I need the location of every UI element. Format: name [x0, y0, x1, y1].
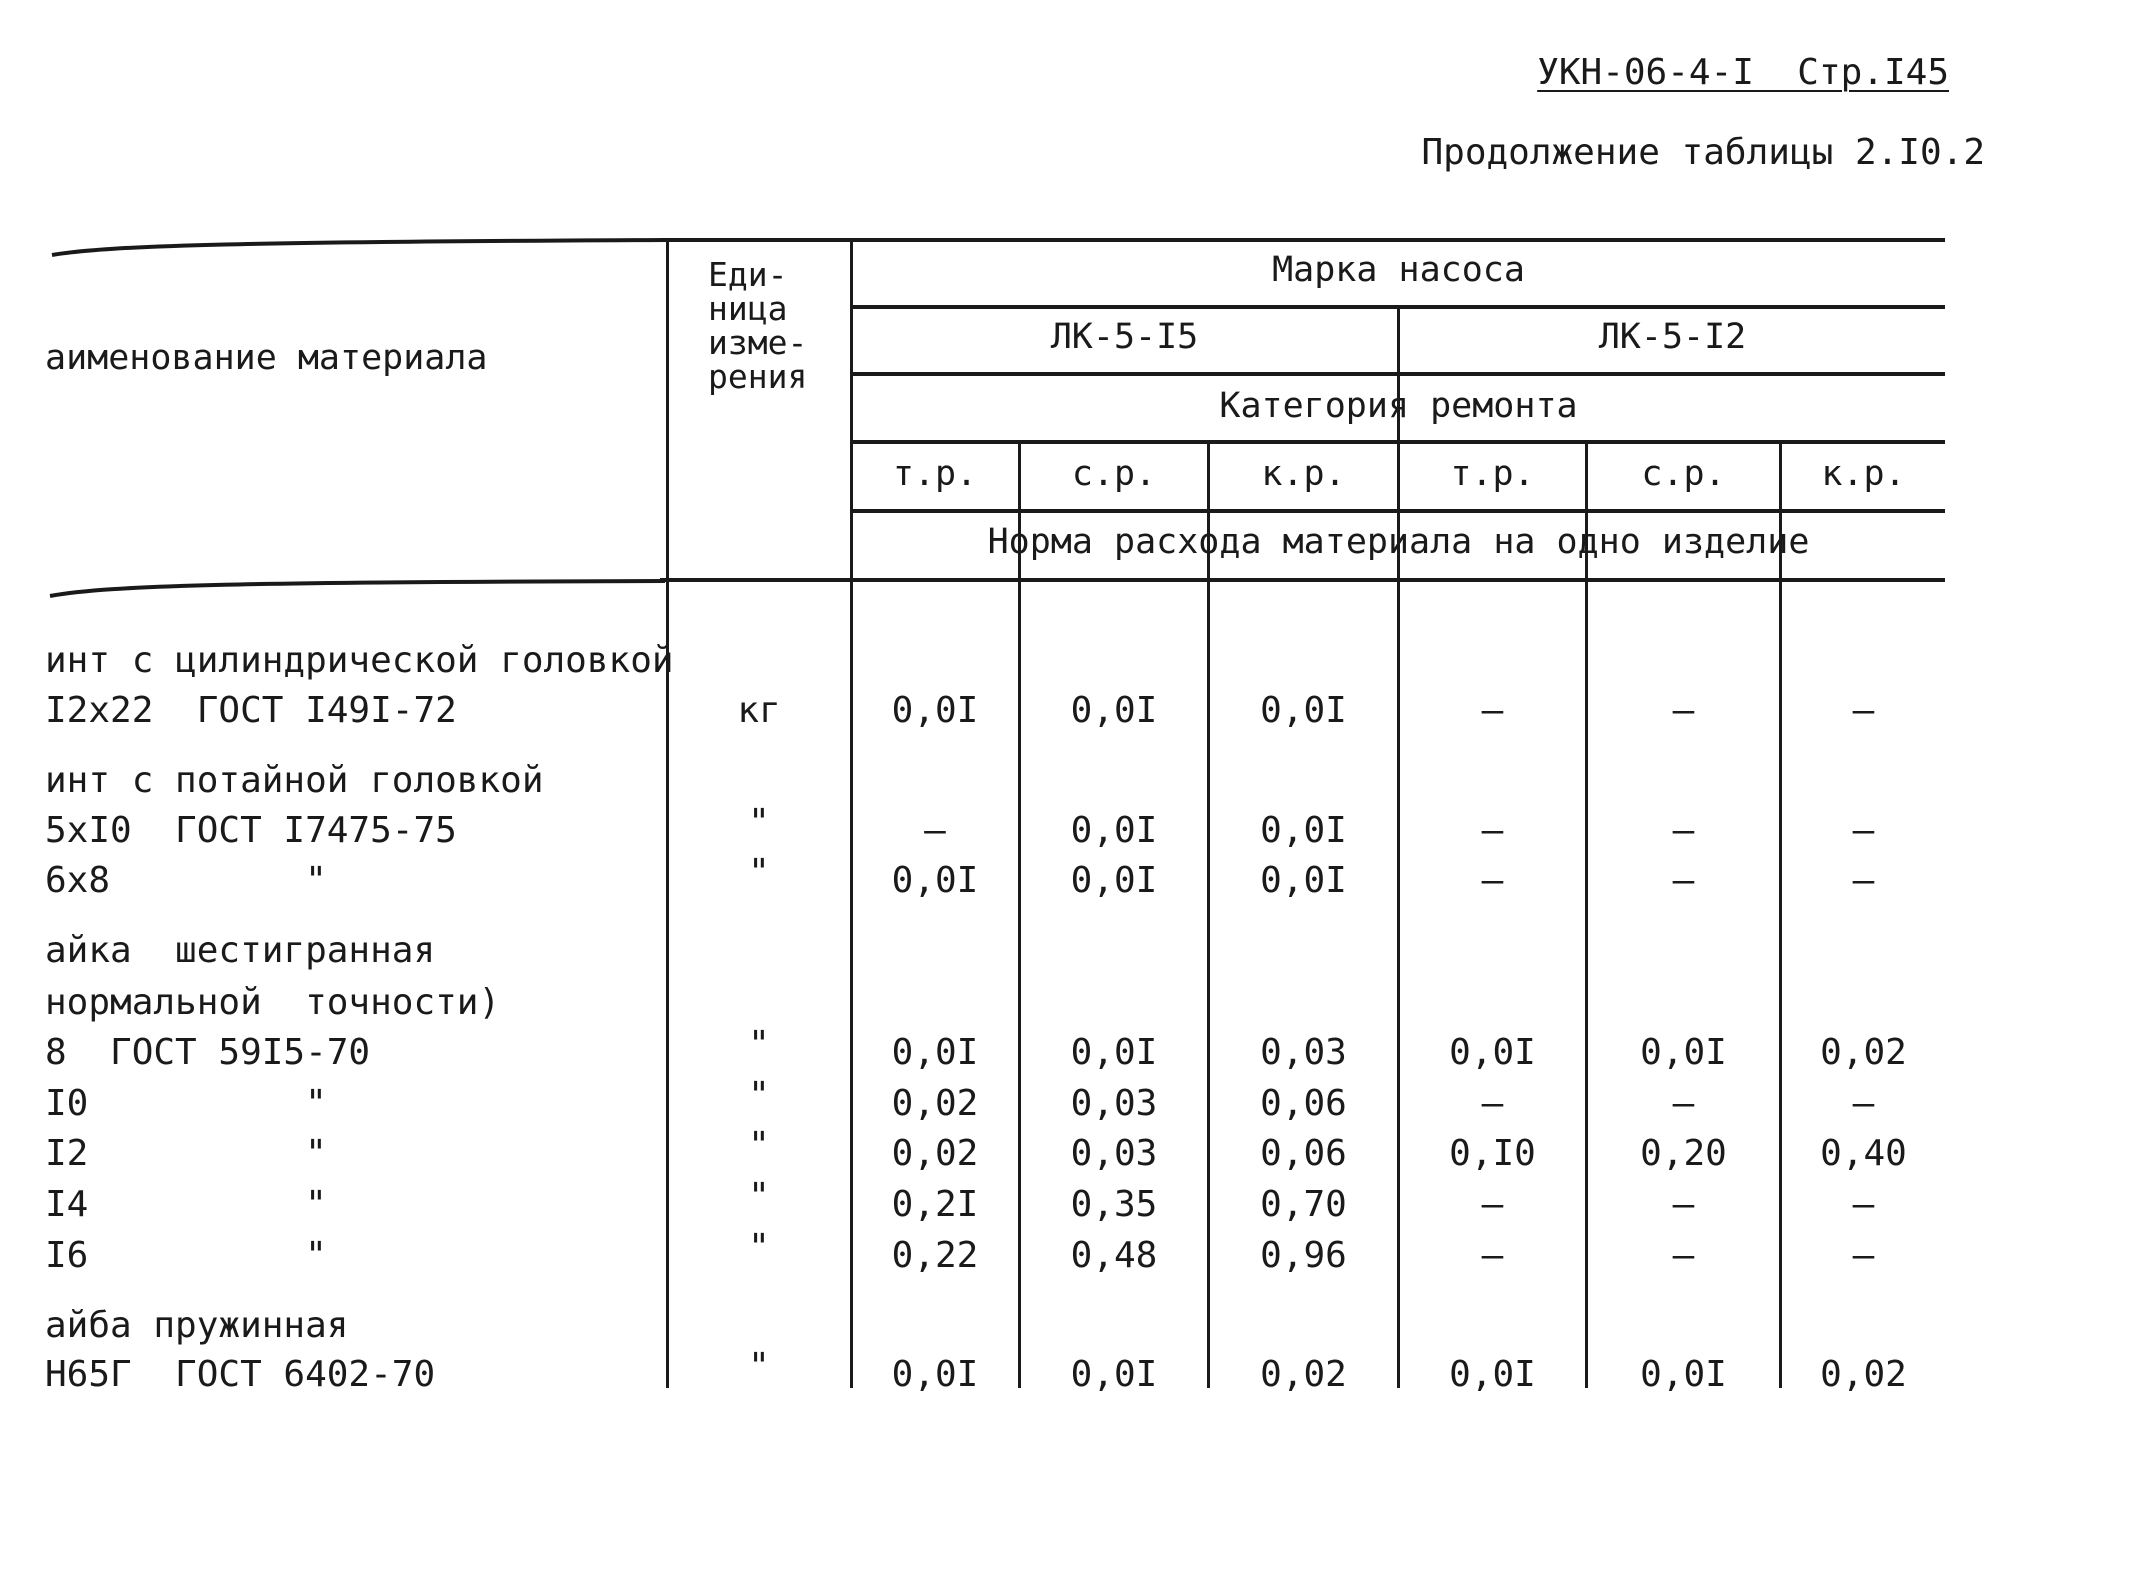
material-name-line: 5xI0 ГОСТ I7475-75 — [45, 810, 457, 851]
value-cell: – — [1481, 690, 1504, 731]
column-header-repair-category: Категория ремонта — [1219, 386, 1578, 426]
repair-category-0: т.р. — [892, 454, 978, 494]
column-header-material-name: аименование материала — [45, 338, 488, 378]
value-cell: 0,02 — [1820, 1354, 1907, 1395]
value-cell: – — [1672, 1083, 1695, 1124]
value-cell: – — [1852, 690, 1875, 731]
value-cell: 0,0I — [1260, 810, 1347, 851]
value-cell: – — [1852, 1235, 1875, 1276]
value-cell: 0,06 — [1260, 1083, 1347, 1124]
repair-category-4: с.р. — [1641, 454, 1726, 494]
value-cell: 0,48 — [1070, 1235, 1158, 1276]
material-name-line: I6 " — [45, 1235, 327, 1276]
value-cell: 0,96 — [1260, 1235, 1347, 1276]
value-cell: 0,22 — [891, 1235, 979, 1276]
unit-cell: " — [748, 1176, 770, 1217]
value-cell: 0,03 — [1070, 1083, 1158, 1124]
material-name-line: 6x8 " — [45, 860, 327, 901]
value-cell: 0,02 — [891, 1133, 979, 1174]
value-cell: 0,0I — [1070, 1032, 1158, 1073]
value-cell: 0,70 — [1260, 1184, 1347, 1225]
material-name-line: I2 " — [45, 1133, 327, 1174]
material-name-line: инт с потайной головкой — [45, 760, 544, 801]
value-cell: 0,I0 — [1449, 1133, 1536, 1174]
repair-category-5: к.р. — [1821, 454, 1906, 494]
unit-header-line: ница — [708, 289, 788, 328]
value-cell: – — [1481, 810, 1504, 851]
table-continuation-title: Продолжение таблицы 2.I0.2 — [1421, 132, 1985, 173]
value-cell: – — [1672, 1184, 1695, 1225]
value-cell: – — [1481, 1184, 1504, 1225]
value-cell: 0,0I — [891, 1354, 979, 1395]
value-cell: 0,06 — [1260, 1133, 1347, 1174]
unit-cell: " — [748, 1227, 770, 1268]
unit-cell: " — [748, 1346, 770, 1387]
unit-header-line: рения — [708, 357, 808, 396]
value-cell: 0,2I — [891, 1184, 979, 1225]
material-name-line: нормальной точности) — [45, 982, 501, 1023]
value-cell: – — [924, 810, 946, 851]
value-cell: 0,0I — [1070, 860, 1158, 901]
value-cell: 0,03 — [1260, 1032, 1347, 1073]
unit-cell: " — [748, 1075, 770, 1116]
value-cell: – — [1481, 1083, 1504, 1124]
unit-cell: " — [748, 852, 770, 893]
unit-cell: " — [748, 1125, 770, 1166]
value-cell: 0,0I — [1260, 860, 1347, 901]
value-cell: 0,35 — [1070, 1184, 1158, 1225]
value-cell: 0,40 — [1820, 1133, 1907, 1174]
value-cell: 0,0I — [1070, 810, 1158, 851]
material-name-line: 8 ГОСТ 59I5-70 — [45, 1032, 371, 1073]
value-cell: 0,0I — [1449, 1354, 1536, 1395]
document-code: УКН-06-4-I Стр.I45 — [1537, 52, 1949, 93]
value-cell: 0,02 — [1260, 1354, 1347, 1395]
repair-category-1: с.р. — [1071, 454, 1157, 494]
repair-category-2: к.р. — [1261, 454, 1346, 494]
value-cell: 0,0I — [1640, 1354, 1727, 1395]
value-cell: – — [1672, 860, 1695, 901]
unit-cell: " — [748, 802, 770, 843]
value-cell: – — [1852, 1184, 1875, 1225]
value-cell: 0,0I — [1640, 1032, 1727, 1073]
column-header-unit — [708, 255, 808, 396]
unit-cell: " — [748, 1024, 770, 1065]
unit-cell: кг — [737, 690, 781, 731]
column-header-norm: Норма расхода материала на одно изделие — [987, 522, 1810, 562]
value-cell: – — [1481, 860, 1504, 901]
material-name-line: инт с цилиндрической головкой — [45, 640, 674, 681]
value-cell: – — [1481, 1235, 1504, 1276]
value-cell: 0,03 — [1070, 1133, 1158, 1174]
value-cell: – — [1672, 810, 1695, 851]
pump-model-2: ЛК-5-I2 — [1598, 317, 1747, 357]
value-cell: 0,20 — [1640, 1133, 1727, 1174]
value-cell: 0,02 — [891, 1083, 979, 1124]
value-cell: 0,0I — [1260, 690, 1347, 731]
material-name-line: I2x22 ГОСТ I49I-72 — [45, 690, 457, 731]
material-name-line: I0 " — [45, 1083, 327, 1124]
pump-model-1: ЛК-5-I5 — [1050, 317, 1199, 357]
material-name-line: I4 " — [45, 1184, 327, 1225]
value-cell: – — [1672, 690, 1695, 731]
unit-header-line: изме- — [708, 323, 808, 362]
material-name-line: айка шестигранная — [45, 930, 436, 971]
material-name-line: айба пружинная — [45, 1305, 349, 1346]
value-cell: 0,0I — [891, 1032, 979, 1073]
value-cell: 0,0I — [1449, 1032, 1536, 1073]
value-cell: – — [1672, 1235, 1695, 1276]
column-header-pump-brand: Марка насоса — [1272, 250, 1525, 290]
value-cell: 0,0I — [1070, 690, 1158, 731]
value-cell: – — [1852, 860, 1875, 901]
value-cell: 0,0I — [891, 860, 979, 901]
repair-category-3: т.р. — [1450, 454, 1535, 494]
value-cell: 0,0I — [1070, 1354, 1158, 1395]
value-cell: – — [1852, 1083, 1875, 1124]
unit-header-line: Еди- — [708, 255, 788, 294]
material-name-line: Н65Г ГОСТ 6402-70 — [45, 1354, 436, 1395]
value-cell: 0,02 — [1820, 1032, 1907, 1073]
value-cell: – — [1852, 810, 1875, 851]
value-cell: 0,0I — [891, 690, 979, 731]
